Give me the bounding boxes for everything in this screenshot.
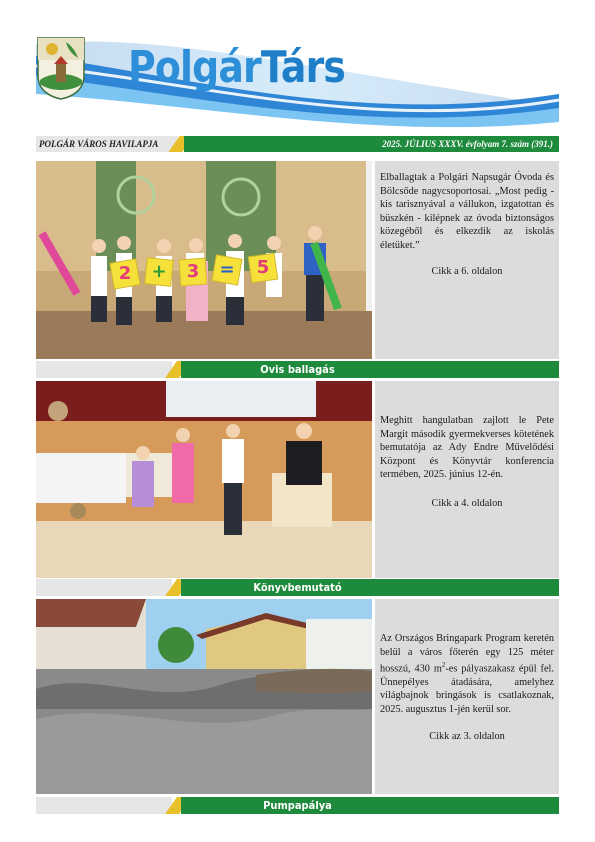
- number-card-text: +: [151, 261, 167, 282]
- publication-tagline: POLGÁR VÁROS HAVILAPJA: [36, 136, 178, 152]
- article-photo-book-launch: [36, 381, 372, 578]
- article-text-graduation: [375, 161, 559, 359]
- article-book-launch: [36, 381, 559, 578]
- superscript-square: 2: [441, 661, 446, 669]
- article-body: Elballagtak a Polgári Napsugár Óvoda és Bölcsőde nagycsoportosai. „Most pedig - kis tarisznyával a vállukon, izgatottan és büszkén - kilépnek az óvoda biztonságos közegéből és elkezdik az iskolás életüket.”: [380, 172, 554, 251]
- article-graduation: [36, 161, 559, 361]
- article-photo-graduation: [36, 161, 372, 359]
- number-card-text: 2: [118, 263, 132, 284]
- section-label-graduation: [36, 361, 559, 378]
- section-label-book-launch: [36, 579, 559, 596]
- title-part-1: Polgár: [128, 42, 261, 93]
- masthead: [36, 36, 559, 136]
- town-coat-of-arms-icon: [36, 36, 86, 100]
- article-photo-pumptrack: [36, 599, 372, 794]
- number-card-text: 5: [256, 257, 270, 278]
- section-label-pumptrack: [36, 797, 559, 814]
- section-title: Pumpapálya: [263, 799, 332, 812]
- article-body: [380, 632, 554, 716]
- issue-info-bar: [36, 136, 559, 152]
- section-title: Könyvbemutató: [253, 581, 342, 594]
- article-page-reference: Cikk a 4. oldalon: [431, 497, 503, 509]
- article-body: Meghitt hangulatban zajlott le Pete Margit második gyermekverses kötetének bemutatója az Ady Endre Művelődési Központ és Könyvtár konferencia termében, 2025. június 12-én.: [380, 415, 554, 480]
- article-pumptrack: [36, 599, 559, 797]
- article-page-reference: Cikk az 3. oldalon: [429, 731, 505, 743]
- number-card-text: 3: [186, 261, 200, 282]
- number-card-text: =: [219, 259, 235, 280]
- newspaper-title: [128, 42, 346, 93]
- title-part-2: Társ: [260, 42, 346, 93]
- article-body-part-1: Az Országos Bringapark Program keretén belül a város főterén egy 125 méter hosszú, 430 m: [380, 633, 554, 675]
- issue-date-number: 2025. JÚLIUS XXXV. évfolyam 7. szám (391.): [184, 136, 559, 152]
- article-page-reference: Cikk a 6. oldalon: [431, 266, 503, 277]
- article-text-pumptrack: [375, 599, 559, 794]
- article-body-part-2: -es pályaszakasz épül fel. Ünnepélyes átadására, amelyhez világbajnok bringások is csatlakoznak, 2025. augusztus 1-jén kerül sor.: [380, 663, 554, 715]
- section-title: Ovis ballagás: [260, 363, 335, 376]
- article-text-book-launch: [375, 381, 559, 578]
